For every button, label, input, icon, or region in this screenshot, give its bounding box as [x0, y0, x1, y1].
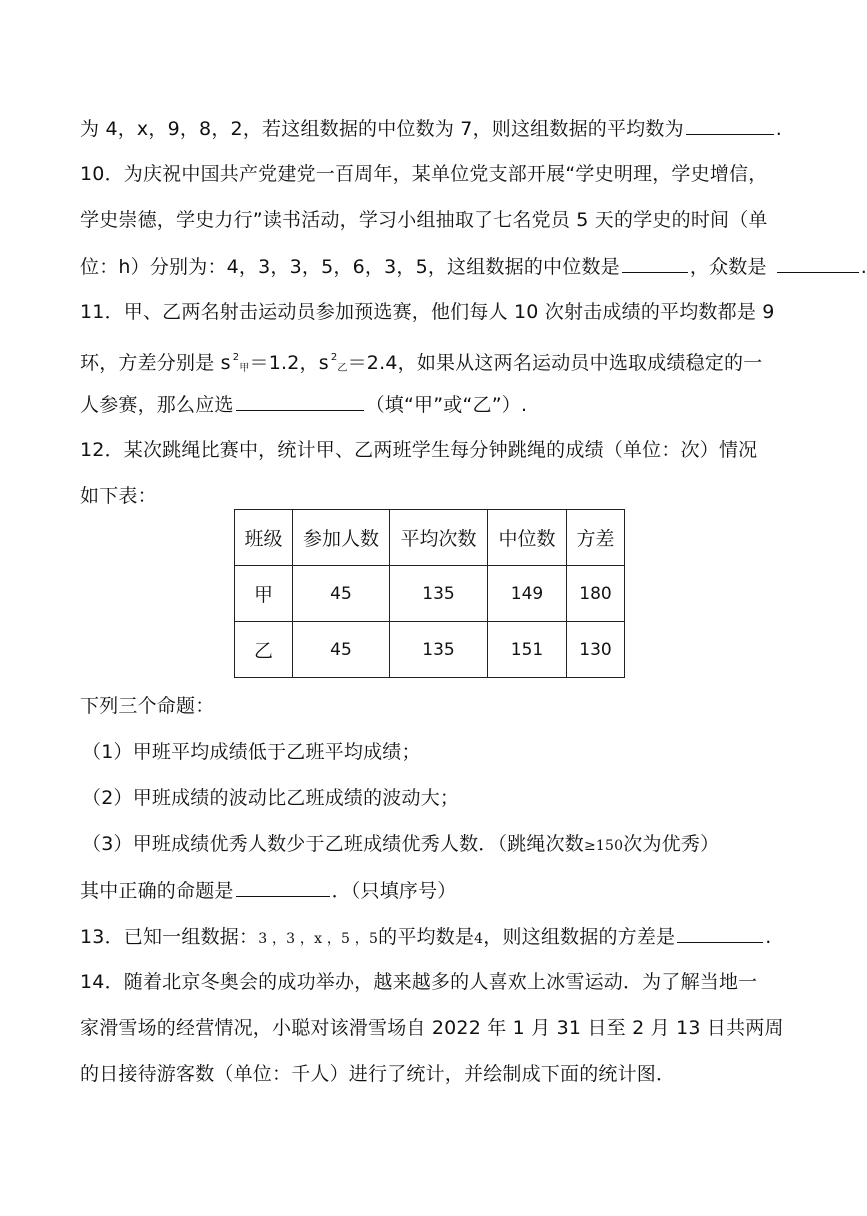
q12-threshold-math: ≥150: [584, 838, 624, 854]
q11-line-3: [80, 390, 780, 418]
q13-end: .: [765, 926, 772, 948]
q13-prefix: 13．已知一组数据：: [80, 926, 259, 948]
q13-mean-value: 4: [474, 931, 484, 947]
table-row: [235, 622, 625, 678]
table-cell: 135: [390, 622, 488, 678]
table-cell: 149: [488, 566, 567, 622]
table-cell: 45: [293, 566, 390, 622]
table-row: [235, 566, 625, 622]
q11-line-3-a: 人参赛，那么应选: [80, 394, 234, 416]
q12-proposition-3-b: 次为优秀）: [623, 833, 720, 855]
table-header-row: [235, 510, 625, 566]
q12-proposition-1: （1）甲班平均成绩低于乙班平均成绩；: [82, 741, 421, 763]
q13-middle: 的平均数是: [378, 926, 475, 948]
q13-data-values: 3 ，3 ，x ，5 ，5: [258, 931, 379, 947]
q14-line-3: 的日接待游客数（单位：千人）进行了统计，并绘制成下面的统计图．: [80, 1063, 676, 1085]
table-cell: 135: [390, 566, 488, 622]
q11-line-2-c: ＝2.4，如果从这两名运动员中选取成绩稳定的一: [347, 352, 763, 374]
table-header-cell: 平均次数: [390, 510, 488, 566]
q12-line-1: 12．某次跳绳比赛中，统计甲、乙两班学生每分钟跳绳的成绩（单位：次）情况: [80, 439, 758, 461]
q9-tail-line: [80, 114, 783, 142]
q11-line-3-b: （填“甲”或“乙”）.: [365, 394, 528, 416]
q10-line-3-end: .: [860, 256, 867, 278]
table-header-cell: 班级: [235, 510, 293, 566]
q9-tail-end: .: [775, 118, 783, 140]
q13-suffix: ，则这组数据的方差是: [483, 926, 676, 948]
q11-variance-sub-1: 甲: [239, 363, 250, 374]
q12-line-2: 如下表：: [80, 485, 157, 507]
table-header-cell: 方差: [567, 510, 625, 566]
q10-mode-label: ，众数是: [689, 256, 767, 278]
q12-proposition-2: （2）甲班成绩的波动比乙班成绩的波动大；: [82, 787, 460, 809]
q9-tail-text: 为 4，x，9，8，2，若这组数据的中位数为 7，则这组数据的平均数为: [80, 118, 684, 140]
table-header-cell: 参加人数: [293, 510, 390, 566]
table-cell: 乙: [235, 622, 293, 678]
q10-line-3: [80, 252, 867, 280]
q14-line-1: 14．随着北京冬奥会的成功举办，越来越多的人喜欢上冰雪运动．为了解当地一: [80, 971, 758, 993]
q11-variance-sup-2: 2: [330, 352, 338, 363]
q11-line-1: 11．甲、乙两名射击运动员参加预选赛，他们每人 10 次射击成绩的平均数都是 9: [80, 301, 775, 323]
q9-answer-blank[interactable]: [686, 114, 774, 135]
q10-line-2: 学史崇德，学史力行”读书活动，学习小组抽取了七名党员 5 天的学史的时间（单: [80, 209, 768, 231]
q12-proposition-3-a: （3）甲班成绩优秀人数少于乙班成绩优秀人数．（跳绳次数: [82, 833, 584, 855]
table-cell: 甲: [235, 566, 293, 622]
table-cell: 130: [567, 622, 625, 678]
q11-variance-sup-1: 2: [232, 352, 240, 363]
table-cell: 151: [488, 622, 567, 678]
q12-answer-suffix: ．（只填序号）: [331, 880, 457, 902]
q14-line-2: 家滑雪场的经营情况，小聪对该滑雪场自 2022 年 1 月 31 日至 2 月 13 日共两周: [80, 1017, 784, 1039]
q11-line-2: [80, 344, 780, 372]
q10-median-blank[interactable]: [622, 252, 688, 273]
table-cell: 45: [293, 622, 390, 678]
q10-mode-blank[interactable]: [777, 252, 859, 273]
q10-line-3-text: 位：h）分别为：4，3，3，5，6，3，5，这组数据的中位数是: [80, 256, 620, 278]
q13-answer-blank[interactable]: [677, 922, 763, 943]
q13-line: [80, 922, 780, 950]
q10-line-1: 10．为庆祝中国共产党建党一百周年，某单位党支部开展“学史明理，学史增信，: [80, 163, 768, 185]
q12-intro: 下列三个命题：: [80, 695, 215, 717]
q12-stats-table: [234, 509, 625, 678]
q11-answer-blank[interactable]: [236, 390, 364, 411]
table-cell: 180: [567, 566, 625, 622]
q12-answer-blank[interactable]: [236, 876, 330, 897]
q11-line-2-a: 环，方差分别是 s: [80, 352, 231, 374]
q11-variance-sub-2: 乙: [337, 363, 348, 374]
q12-proposition-3: [82, 830, 782, 858]
q12-answer-label: 其中正确的命题是: [80, 880, 234, 902]
table-header-cell: 中位数: [488, 510, 567, 566]
q12-answer-line: [80, 876, 780, 904]
q11-line-2-b: ＝1.2，s: [249, 352, 329, 374]
